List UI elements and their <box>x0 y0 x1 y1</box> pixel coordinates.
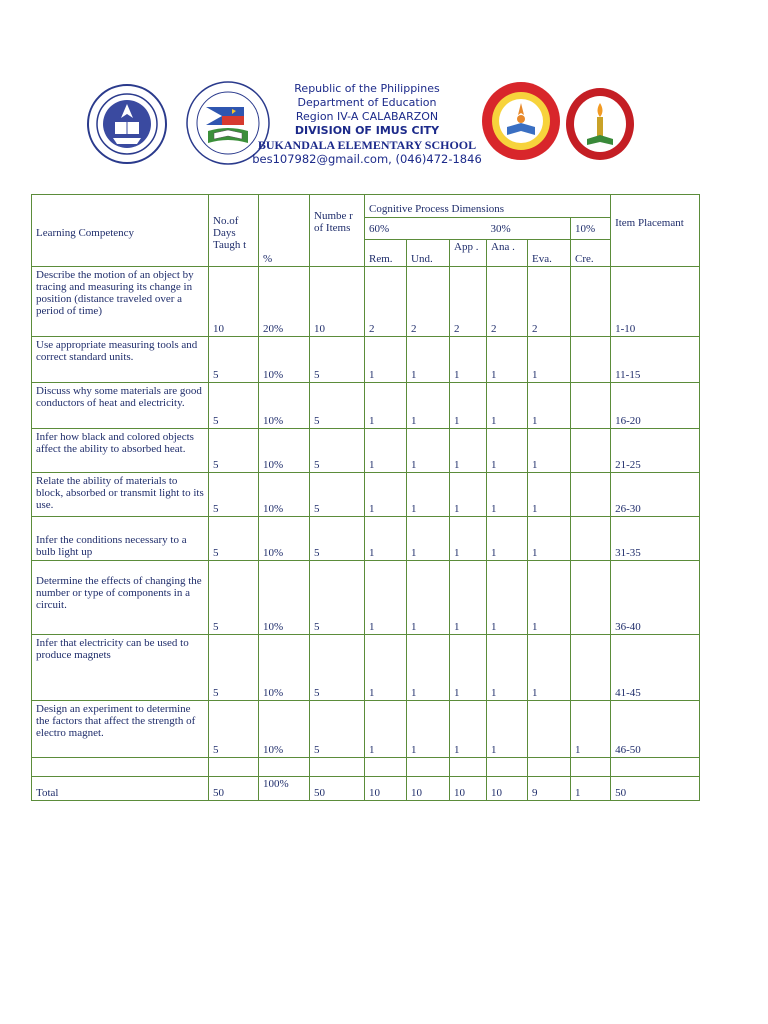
bukandala-school-logo <box>565 87 635 161</box>
ana-cell: 1 <box>487 561 528 635</box>
rem-cell: 1 <box>365 635 407 701</box>
ana-cell: 1 <box>487 429 528 473</box>
und-cell: 1 <box>407 473 450 517</box>
total-ana: 10 <box>487 777 528 801</box>
rem-cell: 1 <box>365 383 407 429</box>
und-cell: 1 <box>407 429 450 473</box>
header-und: Und. <box>407 240 450 267</box>
und-cell: 1 <box>407 337 450 383</box>
total-cre: 1 <box>571 777 611 801</box>
rem-cell: 1 <box>365 473 407 517</box>
percent-cell: 10% <box>259 561 310 635</box>
total-eva: 9 <box>528 777 571 801</box>
eva-cell: 1 <box>528 337 571 383</box>
placement-cell: 41-45 <box>611 635 700 701</box>
rem-cell: 1 <box>365 429 407 473</box>
header-60-percent: 60% <box>365 218 487 240</box>
app-cell: 1 <box>450 517 487 561</box>
header-app: App . <box>450 240 487 267</box>
ana-cell: 1 <box>487 337 528 383</box>
percent-cell: 10% <box>259 383 310 429</box>
cre-cell <box>571 517 611 561</box>
days-cell: 5 <box>209 337 259 383</box>
eva-cell: 1 <box>528 429 571 473</box>
competency-cell: Discuss why some materials are good conductors of heat and electricity. <box>32 383 209 429</box>
days-cell: 5 <box>209 517 259 561</box>
table-row <box>32 337 700 383</box>
total-items: 50 <box>310 777 365 801</box>
competency-cell: Infer that electricity can be used to produce magnets <box>32 635 209 701</box>
header-rem: Rem. <box>365 240 407 267</box>
days-cell: 5 <box>209 473 259 517</box>
cre-cell <box>571 337 611 383</box>
placement-cell: 21-25 <box>611 429 700 473</box>
app-cell: 1 <box>450 429 487 473</box>
app-cell: 2 <box>450 267 487 337</box>
rem-cell: 1 <box>365 561 407 635</box>
table-row <box>32 517 700 561</box>
placement-cell: 31-35 <box>611 517 700 561</box>
eva-cell: 1 <box>528 635 571 701</box>
cre-cell <box>571 429 611 473</box>
table-row <box>32 561 700 635</box>
total-days: 50 <box>209 777 259 801</box>
school-header-text <box>232 82 502 166</box>
placement-cell: 36-40 <box>611 561 700 635</box>
eva-cell <box>528 701 571 758</box>
table-row <box>32 267 700 337</box>
table-row <box>32 635 700 701</box>
header-30-percent: 30% <box>487 218 571 240</box>
rem-cell: 1 <box>365 701 407 758</box>
items-cell: 5 <box>310 337 365 383</box>
days-cell: 5 <box>209 561 259 635</box>
items-cell: 5 <box>310 473 365 517</box>
competency-cell: Infer the conditions necessary to a bulb light up <box>32 517 209 561</box>
header-days: No.of Days Taugh t <box>209 195 259 267</box>
table-of-specifications <box>31 194 700 801</box>
app-cell: 1 <box>450 473 487 517</box>
cre-cell <box>571 267 611 337</box>
cre-cell <box>571 561 611 635</box>
und-cell: 2 <box>407 267 450 337</box>
cre-cell: 1 <box>571 701 611 758</box>
percent-cell: 10% <box>259 429 310 473</box>
percent-cell: 10% <box>259 473 310 517</box>
header-eva: Eva. <box>528 240 571 267</box>
ana-cell: 1 <box>487 517 528 561</box>
header-department: Department of Education <box>297 96 437 109</box>
cre-cell <box>571 473 611 517</box>
header-ana: Ana . <box>487 240 528 267</box>
header-percent: % <box>259 195 310 267</box>
total-app: 10 <box>450 777 487 801</box>
placement-cell: 26-30 <box>611 473 700 517</box>
ana-cell: 1 <box>487 635 528 701</box>
cre-cell <box>571 635 611 701</box>
und-cell: 1 <box>407 701 450 758</box>
competency-cell: Infer how black and colored objects affect the ability to absorbed heat. <box>32 429 209 473</box>
items-cell: 5 <box>310 429 365 473</box>
header-cre: Cre. <box>571 240 611 267</box>
items-cell: 5 <box>310 635 365 701</box>
app-cell: 1 <box>450 635 487 701</box>
competency-cell: Use appropriate measuring tools and correct standard units. <box>32 337 209 383</box>
percent-cell: 10% <box>259 635 310 701</box>
rem-cell: 2 <box>365 267 407 337</box>
days-cell: 5 <box>209 635 259 701</box>
header-item-placement: Item Placemant <box>611 195 700 267</box>
eva-cell: 1 <box>528 383 571 429</box>
rem-cell: 1 <box>365 337 407 383</box>
table-row <box>32 429 700 473</box>
header-items: Numbe r of Items <box>310 195 365 267</box>
total-percent: 100% <box>259 777 310 801</box>
header-region: Region IV-A CALABARZON <box>295 110 439 123</box>
empty-row <box>32 758 700 777</box>
days-cell: 5 <box>209 429 259 473</box>
total-label: Total <box>32 777 209 801</box>
placement-cell: 16-20 <box>611 383 700 429</box>
eva-cell: 1 <box>528 561 571 635</box>
und-cell: 1 <box>407 561 450 635</box>
header-contact: bes107982@gmail.com, (046)472-1846 <box>252 152 482 166</box>
items-cell: 5 <box>310 561 365 635</box>
document-header <box>0 78 768 174</box>
und-cell: 1 <box>407 383 450 429</box>
competency-cell: Describe the motion of an object by tracing and measuring its change in position (distance traveled over a period of time) <box>32 267 209 337</box>
items-cell: 5 <box>310 517 365 561</box>
table-row <box>32 383 700 429</box>
competency-cell: Determine the effects of changing the number or type of components in a circuit. <box>32 561 209 635</box>
total-placement: 50 <box>611 777 700 801</box>
eva-cell: 1 <box>528 517 571 561</box>
rem-cell: 1 <box>365 517 407 561</box>
header-row-1 <box>32 195 700 218</box>
app-cell: 1 <box>450 561 487 635</box>
und-cell: 1 <box>407 517 450 561</box>
ana-cell: 1 <box>487 701 528 758</box>
percent-cell: 10% <box>259 517 310 561</box>
table-row <box>32 701 700 758</box>
percent-cell: 10% <box>259 701 310 758</box>
placement-cell: 11-15 <box>611 337 700 383</box>
days-cell: 5 <box>209 701 259 758</box>
competency-cell: Design an experiment to determine the factors that affect the strength of electro magnet. <box>32 701 209 758</box>
placement-cell: 1-10 <box>611 267 700 337</box>
percent-cell: 10% <box>259 337 310 383</box>
placement-cell: 46-50 <box>611 701 700 758</box>
ana-cell: 2 <box>487 267 528 337</box>
app-cell: 1 <box>450 337 487 383</box>
items-cell: 5 <box>310 383 365 429</box>
header-10-percent: 10% <box>571 218 611 240</box>
total-rem: 10 <box>365 777 407 801</box>
cre-cell <box>571 383 611 429</box>
eva-cell: 1 <box>528 473 571 517</box>
eva-cell: 2 <box>528 267 571 337</box>
items-cell: 5 <box>310 701 365 758</box>
percent-cell: 20% <box>259 267 310 337</box>
app-cell: 1 <box>450 383 487 429</box>
competency-cell: Relate the ability of materials to block, absorbed or transmit light to its use. <box>32 473 209 517</box>
table-row <box>32 473 700 517</box>
total-row <box>32 777 700 801</box>
app-cell: 1 <box>450 701 487 758</box>
header-cognitive-dimensions: Cognitive Process Dimensions <box>365 195 611 218</box>
days-cell: 5 <box>209 383 259 429</box>
header-competency: Learning Competency <box>32 195 209 267</box>
days-cell: 10 <box>209 267 259 337</box>
header-school-name: BUKANDALA ELEMENTARY SCHOOL <box>257 138 477 152</box>
ana-cell: 1 <box>487 383 528 429</box>
und-cell: 1 <box>407 635 450 701</box>
calabarzon-seal-logo <box>481 81 561 161</box>
total-und: 10 <box>407 777 450 801</box>
ana-cell: 1 <box>487 473 528 517</box>
items-cell: 10 <box>310 267 365 337</box>
header-division: DIVISION OF IMUS CITY <box>294 124 440 137</box>
deped-seal-logo <box>87 84 167 164</box>
header-republic: Republic of the Philippines <box>294 82 440 95</box>
